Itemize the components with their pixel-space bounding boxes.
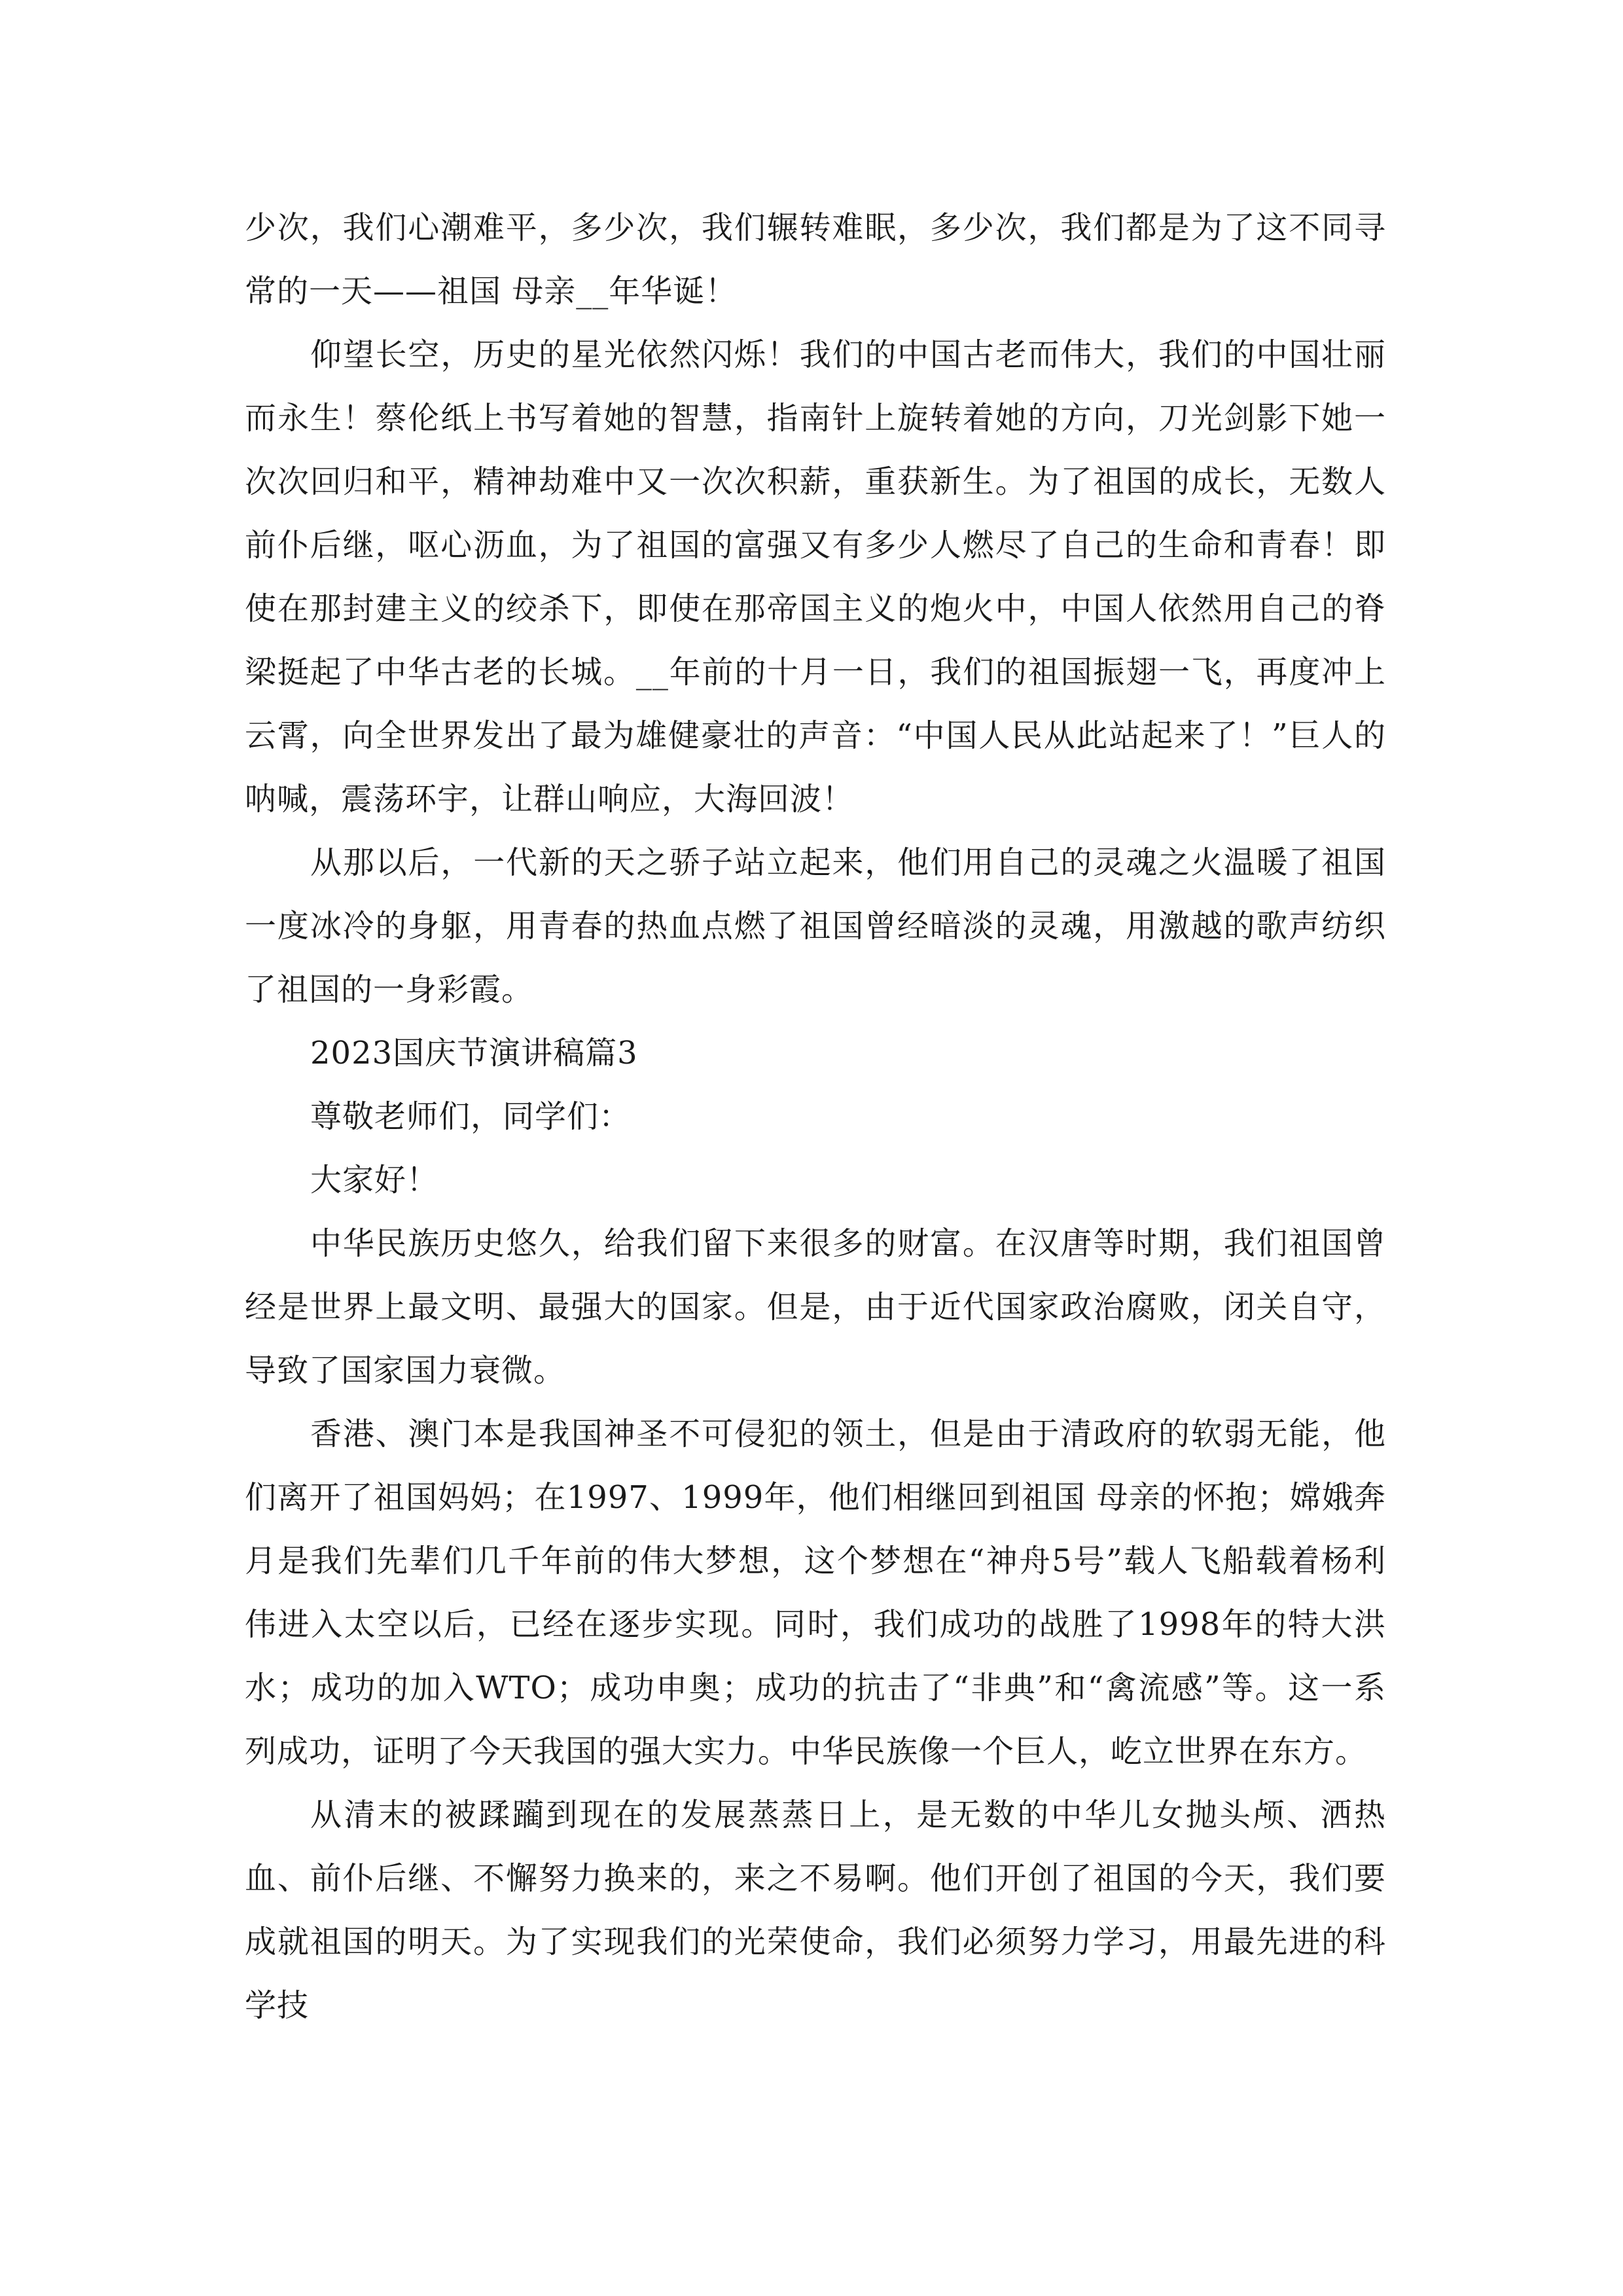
document-body: [245, 196, 1386, 2037]
paragraph-3: 从那以后，一代新的天之骄子站立起来，他们用自己的灵魂之火温暖了祖国一度冰冷的身躯，用青春的热血点燃了祖国曾经暗淡的灵魂，用激越的歌声纺织了祖国的一身彩霞。: [245, 844, 1386, 1008]
paragraph-4: 中华民族历史悠久，给我们留下来很多的财富。在汉唐等时期，我们祖国曾经是世界上最文明、最强大的国家。但是，由于近代国家政治腐败，闭关自守，导致了国家国力衰微。: [245, 1225, 1386, 1389]
paragraph-2: 仰望长空，历史的星光依然闪烁！我们的中国古老而伟大，我们的中国壮丽而永生！蔡伦纸上书写着她的智慧，指南针上旋转着她的方向，刀光剑影下她一次次回归和平，精神劫难中又一次次积薪，重获新生。为了祖国的成长，无数人前仆后继，呕心沥血，为了祖国的富强又有多少人燃尽了自己的生命和青春！即使在那封建主义的绞杀下，即使在那帝国主义的炮火中，中国人依然用自己的脊梁挺起了中华古老的长城。__年前的十月一日，我们的祖国振翅一飞，再度冲上云霄，向全世界发出了最为雄健豪壮的声音：“中国人民从此站起来了！”巨人的呐喊，震荡环宇，让群山响应，大海回波！: [245, 336, 1386, 817]
section-heading: 2023国庆节演讲稿篇3: [310, 1035, 638, 1071]
greeting: 大家好！: [310, 1162, 439, 1198]
paragraph-1: 少次，我们心潮难平，多少次，我们辗转难眠，多少次，我们都是为了这不同寻常的一天——祖国 母亲__年华诞！: [245, 209, 1386, 310]
paragraph-5: 香港、澳门本是我国神圣不可侵犯的领土，但是由于清政府的软弱无能，他们离开了祖国妈妈；在1997、1999年，他们相继回到祖国 母亲的怀抱；嫦娥奔月是我们先辈们几千年前的伟大梦想，这个梦想在“神舟5号”载人飞船载着杨利伟进入太空以后，已经在逐步实现。同时，我们成功的战胜了1998年的特大洪水；成功的加入WTO；成功申奥；成功的抗击了“非典”和“禽流感”等。这一系列成功，证明了今天我国的强大实力。中华民族像一个巨人，屹立世界在东方。: [245, 1416, 1386, 1770]
salutation: 尊敬老师们，同学们：: [310, 1098, 632, 1135]
paragraph-6: 从清末的被蹂躏到现在的发展蒸蒸日上，是无数的中华儿女抛头颅、洒热血、前仆后继、不懈努力换来的，来之不易啊。他们开创了祖国的今天，我们要成就祖国的明天。为了实现我们的光荣使命，我们必须努力学习，用最先进的科学技: [245, 1797, 1386, 2024]
